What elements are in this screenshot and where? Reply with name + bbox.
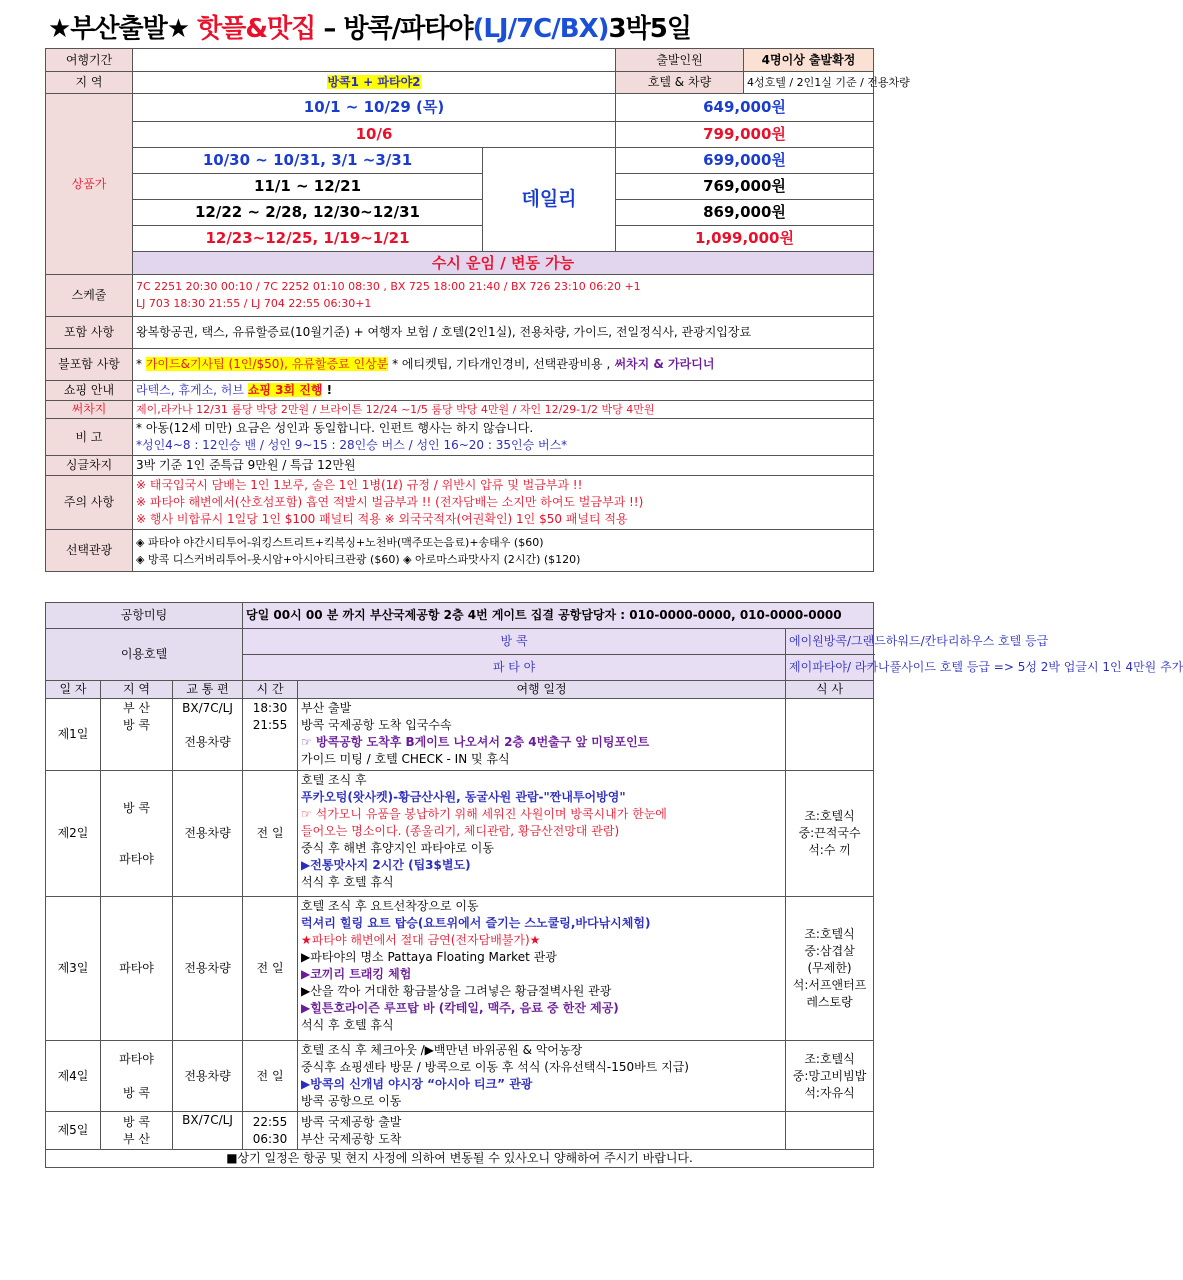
price-amount: 799,000원 — [616, 122, 874, 148]
page-title: ★부산출발★ 핫플&맛집 – 방콕/파타야(LJ/7C/BX)3박5일 — [48, 14, 691, 44]
price-amount: 869,000원 — [616, 200, 874, 226]
exclude-label: 불포함 사항 — [46, 349, 133, 381]
hotel-pty-label: 파 타 야 — [243, 655, 786, 681]
hotel-pty-value: 제이파타야/ 라카나풀사이드 호텔 등급 => 5성 2박 업글시 1인 4만원 추가 — [786, 655, 874, 681]
footer-note: ■상기 일정은 항공 및 현지 사정에 의하여 변동될 수 있사오니 양해하여 주시기 바랍니다. — [46, 1150, 874, 1168]
remarks-label: 비 고 — [46, 419, 133, 456]
schedule-line: 7C 2251 20:30 00:10 / 7C 2252 01:10 08:30 , BX 725 18:00 21:40 / BX 726 23:10 06:20 +1 — [136, 280, 641, 293]
shopping-label: 쇼핑 안내 — [46, 381, 133, 401]
hotel-value: 4성호텔 / 2인1실 기준 / 전용차량 — [744, 72, 874, 94]
price-date: 12/23~12/25, 1/19~1/21 — [133, 226, 483, 252]
price-label: 상품가 — [46, 94, 133, 275]
col-transport: 교 통 편 — [173, 681, 243, 699]
shopping-highlight: 쇼핑 3회 진행 — [247, 383, 323, 397]
day-label: 제3일 — [46, 897, 101, 1041]
schedule-label: 스케줄 — [46, 275, 133, 317]
price-amount: 699,000원 — [616, 148, 874, 174]
col-time: 시 간 — [243, 681, 298, 699]
col-region: 지 역 — [101, 681, 173, 699]
hotel-bkk-label: 방 콕 — [243, 629, 786, 655]
price-date: 10/1 ~ 10/29 (목) — [133, 94, 616, 122]
include-value: 왕복항공권, 택스, 유류할증료(10월기준) + 여행자 보험 / 호텔(2인1실), 전용차량, 가이드, 전일정식사, 관광지입장료 — [133, 317, 874, 349]
people-value: 4명이상 출발확정 — [744, 49, 874, 72]
table-row: 제1일 부 산 방 콕 BX/7C/LJ 전용차량 18:30 21:55 부산 출발 방콕 국제공항 도착 입국수속 ☞ 방콕공항 도착후 B게이트 나오셔서 2층 4번출구 앞 미팅포인트 가이드 미팅 / 호텔 CHECK - IN 및 휴식 — [46, 699, 874, 771]
period-value — [133, 49, 616, 72]
period-label: 여행기간 — [46, 49, 133, 72]
table-row: 제3일 파타야 전용차량 전 일 호텔 조식 후 요트선착장으로 이동 럭셔리 힐링 요트 탑승(요트위에서 즐기는 스노쿨링,바다낚시체험) ★파타야 해변에서 절대 금연(전자담배불가)★ ▶파타야의 명소 Pattaya Floating Market 관광 ▶코끼리 트래킹 체험 ▶산을 깍아 거대한 황금불상을 그려넣은 황금절벽사원 관광 ▶힐튼호라이즌 루프탑 바 (칵테일, 맥주, 음료 중 한잔 제공) 석식 후 호텔 휴식 조:호텔식 중:삼겹살 (무제한) 석:서프앤터프 레스토랑 — [46, 897, 874, 1041]
exclude-highlight: 가이드&기사팁 (1인/$50), 유류할증료 인상분 — [145, 357, 389, 371]
price-amount: 769,000원 — [616, 174, 874, 200]
day-label: 제1일 — [46, 699, 101, 771]
table-row: 제2일 방 콕 파타야 전용차량 전 일 호텔 조식 후 푸카오텅(왓사켓)-황금산사원, 동굴사원 관람-"짠내투어방영" ☞ 석가모니 유품을 봉납하기 위해 세워진 사원이며 방콕시내가 한눈에 들어오는 명소이다. (종울리기, 체디관람, 황금산전망대 관람) 중식 후 해변 휴양지인 파타야로 이동 ▶전통맛사지 2시간 (팁3$별도) 석식 후 호텔 휴식 조:호텔식 중:끈적국수 석:수 끼 — [46, 771, 874, 897]
surcharge-label: 써차지 — [46, 401, 133, 419]
price-amount: 1,099,000원 — [616, 226, 874, 252]
optional-label: 선택관광 — [46, 530, 133, 572]
single-value: 3박 기준 1인 준특급 9만원 / 특급 12만원 — [133, 456, 874, 476]
col-plan: 여행 일정 — [298, 681, 786, 699]
region-value: 방콕1 + 파타야2 — [327, 75, 421, 89]
itinerary-table — [45, 602, 1183, 1168]
table-row: 제5일 방 콕 부 산 BX/7C/LJ 22:55 06:30 방콕 국제공항 출발 부산 국제공항 도착 — [46, 1112, 874, 1150]
surcharge-value: 제이,라카나 12/31 룸당 박당 2만원 / 브라이튼 12/24 ~1/5 룸당 박당 4만원 / 자인 12/29-1/2 박당 4만원 — [133, 401, 874, 419]
include-label: 포함 사항 — [46, 317, 133, 349]
hotel-bkk-value: 에이원방콕/그랜드하워드/칸타리하우스 호텔 등급 — [786, 629, 874, 655]
price-date: 10/30 ~ 10/31, 3/1 ~3/31 — [133, 148, 483, 174]
col-meal: 식 사 — [786, 681, 874, 699]
caution-label: 주의 사항 — [46, 476, 133, 530]
daily-label: 데일리 — [483, 148, 616, 252]
table-row: 제4일 파타야 방 콕 전용차량 전 일 호텔 조식 후 체크아웃 /▶백만년 바위공원 & 악어농장 중식후 쇼핑센타 방문 / 방콕으로 이동 후 석식 (자유선택식-150바트 지급) ▶방콕의 신개념 야시장 “아시아 티크” 관광 방콕 공항으로 이동 조:호텔식 중:망고비빔밥 석:자유식 — [46, 1041, 874, 1112]
hotels-label: 이용호텔 — [46, 629, 243, 681]
hotel-label: 호텔 & 차량 — [616, 72, 744, 94]
meeting-value: 당일 00시 00 분 까지 부산국제공항 2층 4번 게이트 집결 공항담당자 : 010-0000-0000, 010-0000-0000 — [243, 603, 874, 629]
day-label: 제5일 — [46, 1112, 101, 1150]
meeting-label: 공항미팅 — [46, 603, 243, 629]
day-label: 제2일 — [46, 771, 101, 897]
people-label: 출발인원 — [616, 49, 744, 72]
single-label: 싱글차지 — [46, 456, 133, 476]
price-date: 11/1 ~ 12/21 — [133, 174, 483, 200]
col-day: 일 자 — [46, 681, 101, 699]
price-amount: 649,000원 — [616, 94, 874, 122]
price-date: 10/6 — [133, 122, 616, 148]
region-label: 지 역 — [46, 72, 133, 94]
schedule-line: LJ 703 18:30 21:55 / LJ 704 22:55 06:30+1 — [136, 297, 372, 310]
day-label: 제4일 — [46, 1041, 101, 1112]
price-note: 수시 운임 / 변동 가능 — [133, 252, 874, 275]
price-date: 12/22 ~ 2/28, 12/30~12/31 — [133, 200, 483, 226]
product-info-table: 여행기간 출발인원 4명이상 출발확정 지 역 방콕1 + 파타야2 호텔 & 차량 4성호텔 / 2인1실 기준 / 전용차량 상품가 10/1 ~ 10/29 (목) 649,000원 10/6 799,000원 10/30 ~ 10/31, 3/1 ~3/31 데일리 699,000원 11/1 ~ 12/21 769,000원 12/22 ~ 2/28, 12/30~12/31 869,000원 12/23~12/25, 1/19~1/21 1,099,000원 수시 운임 / 변동 가능 스케줄 7C 2251 20:30 00:10 / 7C 2252 01:10 08:30 , BX 725 18:00 21:40 / BX 726 23:10 06:20 +1 LJ 703 18:30 21:55 / LJ 704 22:55 06:30+1 포함 사항 왕복항공권, 택스, 유류할증료(10월기준) + 여행자 보험 / 호텔(2인1실), 전용차량, 가이드, 전일정식사, 관광지입장료 불포함 사항 * 가이드&기사팁 (1인/$50), 유류할증료 인상분 * 에티켓팁, 기타개인경비, 선택관광비용 , 써차지 & 가라디너 쇼핑 안내 라텍스, 휴게소, 허브 쇼핑 3회 진행 ! 써차지 제이,라카나 12/31 룸당 박당 2만원 / 브라이튼 12/24 ~1/5 룸당 박당 4만원 / 자인 12/29-1/2 박당 4만원 비 고 * 아동(12세 미만) 요금은 성인과 동일합니다. 인펀트 행사는 하지 않습니다. *성인4~8 : 12인승 밴 / 성인 9~15 : 28인승 버스 / 성인 16~20 : 35인승 버스* 싱글차지 3박 기준 1인 준특급 9만원 / 특급 12만원 주의 사항 ※ 태국입국시 담배는 1인 1보루, 술은 1인 1병(1ℓ) 규정 / 위반시 압류 및 벌금부과 !! ※ 파타야 해변에서(산호섬포함) 흡연 적발시 벌금부과 !! (전자담배는 소지만 하여도 벌금부과 !!) ※ 행사 비합류시 1일당 1인 $100 패널티 적용 ※ 외국국적자(여권확인) 1인 $50 패널티 적용 선택관광 ◈ 파타야 야간시티투어-워킹스트리트+킥복싱+노천바(맥주또는음료)+송태우 ($60) ◈ 방콕 디스커버리투어-욧시암+아시아티크관광 ($60) ◈ 아로마스파맛사지 (2시간) ($120) — [45, 48, 874, 572]
